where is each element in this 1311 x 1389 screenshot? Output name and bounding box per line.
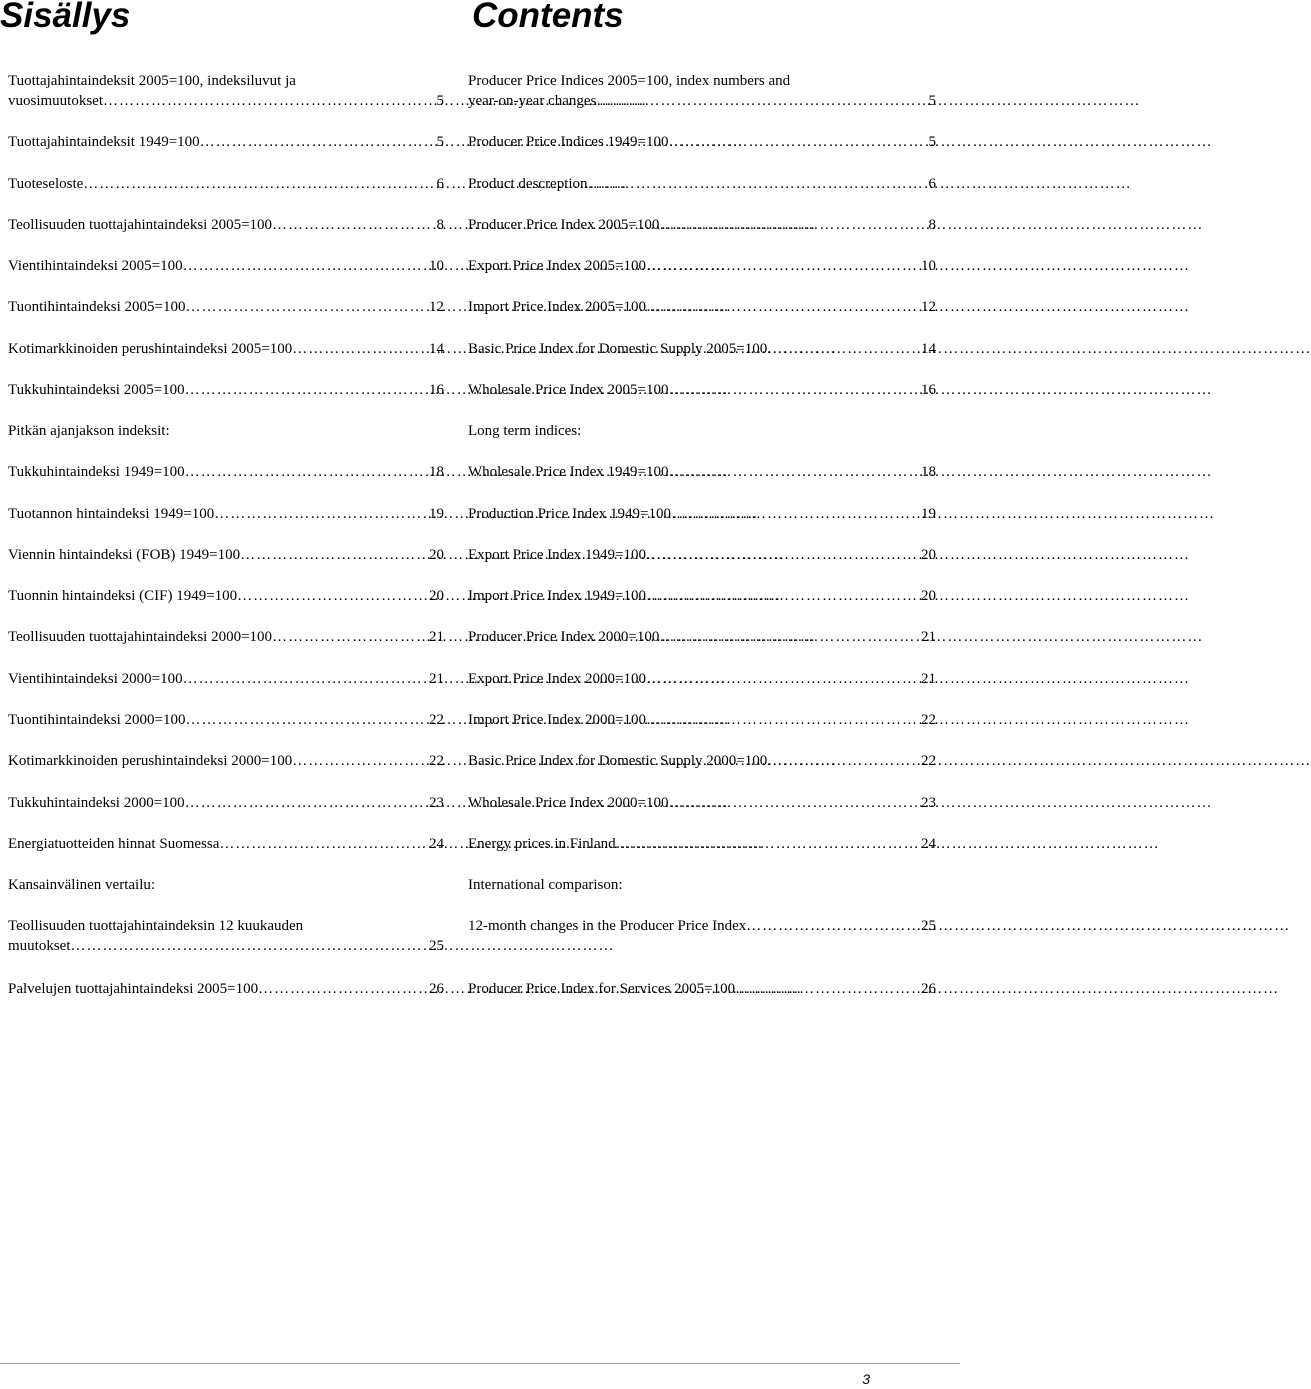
toc-entry[interactable] — [8, 256, 444, 276]
toc-page-number: 18 — [429, 464, 444, 480]
dot-leader — [669, 793, 907, 813]
toc-entry-title: Production Price Index 1949=100 — [468, 506, 672, 522]
toc-page-number: 8 — [928, 217, 936, 233]
toc-entry-title: Wholesale Price Index 1949=100 — [468, 464, 669, 480]
toc-entry-title: Tukkuhintaindeksi 2000=100 — [8, 795, 185, 811]
toc-entry-title: Kotimarkkinoiden perushintaindeksi 2000=100 — [8, 753, 293, 769]
toc-entry-title: Basic Price Index for Domestic Supply 2005=100 — [468, 341, 768, 357]
toc-section-label: Long term indices: — [468, 423, 582, 439]
toc-entry-title: Basic Price Index for Domestic Supply 2000=100 — [468, 753, 768, 769]
dot-leader — [71, 936, 415, 956]
toc-entry-title: vuosimuutokset — [8, 93, 104, 109]
toc-entry[interactable] — [468, 462, 936, 482]
toc-section-heading — [468, 421, 936, 441]
toc-entry[interactable] — [468, 174, 936, 194]
dot-leader — [272, 215, 414, 235]
dot-leader — [669, 462, 907, 482]
dot-leader — [659, 627, 906, 647]
dot-leader — [646, 710, 906, 730]
toc-entry-title: muutokset — [8, 938, 71, 954]
toc-page-number: 19 — [429, 506, 444, 522]
toc-entry-title: Kotimarkkinoiden perushintaindeksi 2005=100 — [8, 341, 293, 357]
toc-entry[interactable] — [8, 669, 444, 689]
toc-entry[interactable] — [468, 132, 936, 152]
toc-page-number: 8 — [436, 217, 444, 233]
dot-leader — [292, 751, 414, 771]
toc-page-number: 18 — [921, 464, 936, 480]
toc-entry[interactable] — [8, 710, 444, 730]
dot-leader — [746, 916, 906, 936]
heading-contents: Contents — [472, 0, 624, 35]
toc-page-number: 6 — [436, 176, 444, 192]
dot-leader — [183, 256, 414, 276]
page-number: 3 — [862, 1371, 870, 1387]
toc-page-number: 19 — [921, 506, 936, 522]
toc-entry[interactable] — [468, 979, 936, 999]
dot-leader — [185, 462, 414, 482]
toc-page-number: 24 — [921, 836, 936, 852]
toc-page-number: 20 — [921, 588, 936, 604]
toc-entry[interactable] — [468, 627, 936, 647]
toc-entry[interactable] — [8, 586, 444, 606]
dot-leader — [292, 339, 414, 359]
toc-entry[interactable] — [8, 545, 444, 565]
toc-page-number: 5 — [928, 134, 936, 150]
toc-page-number: 12 — [429, 299, 444, 315]
toc-page-number: 22 — [429, 712, 444, 728]
toc-entry-title: Producer Price Index 2005=100 — [468, 217, 660, 233]
toc-entry-title: Import Price Index 1949=100 — [468, 588, 647, 604]
toc-entry[interactable] — [468, 215, 936, 235]
dot-leader — [616, 834, 906, 854]
toc-page-number: 12 — [921, 299, 936, 315]
dot-leader — [272, 627, 414, 647]
toc-entry[interactable] — [468, 793, 936, 813]
toc-entry-title: Tuoteseloste — [8, 176, 84, 192]
toc-page-number: 20 — [921, 547, 936, 563]
toc-page-number: 22 — [429, 753, 444, 769]
dot-leader — [646, 586, 906, 606]
toc-entry[interactable] — [8, 380, 444, 400]
dot-leader — [588, 174, 906, 194]
toc-page-number: 21 — [429, 671, 444, 687]
dot-leader — [646, 545, 906, 565]
toc-page-number: 5 — [928, 93, 936, 109]
toc-entry-title-line1: Tuottajahintaindeksit 2005=100, indeksiluvut ja — [8, 73, 296, 89]
toc-entry[interactable] — [468, 586, 936, 606]
toc-section-heading — [8, 875, 444, 895]
toc-entry[interactable] — [468, 916, 936, 936]
toc-entry[interactable] — [8, 215, 444, 235]
toc-entry[interactable] — [8, 339, 444, 359]
toc-entry-title: Wholesale Price Index 2005=100 — [468, 382, 669, 398]
toc-entry[interactable] — [8, 71, 444, 111]
toc-page-number: 26 — [429, 981, 444, 997]
toc-entry-title: Palvelujen tuottajahintaindeksi 2005=100 — [8, 981, 259, 997]
toc-entry-title: year-on-year changes — [468, 93, 597, 109]
toc-page-number: 26 — [921, 981, 936, 997]
toc-entry-title: Tuottajahintaindeksit 1949=100 — [8, 134, 200, 150]
toc-entry-title: Tukkuhintaindeksi 1949=100 — [8, 464, 185, 480]
dot-leader — [671, 504, 906, 524]
dot-leader — [219, 834, 414, 854]
toc-entry-title: Tuotannon hintaindeksi 1949=100 — [8, 506, 215, 522]
heading-sisallys: Sisällys — [0, 0, 131, 35]
dot-leader — [669, 132, 907, 152]
toc-entry-title: Wholesale Price Index 2000=100 — [468, 795, 669, 811]
dot-leader — [185, 793, 414, 813]
toc-entry[interactable] — [468, 71, 936, 111]
toc-page-number: 10 — [429, 258, 444, 274]
toc-entry-title: Tuontihintaindeksi 2005=100 — [8, 299, 186, 315]
toc-entry-title: Teollisuuden tuottajahintaindeksi 2000=100 — [8, 629, 273, 645]
toc-page-number: 24 — [429, 836, 444, 852]
footer-divider — [0, 1363, 960, 1364]
toc-entry[interactable] — [468, 256, 936, 276]
toc-entry-title: Producer Price Indices 1949=100 — [468, 134, 669, 150]
toc-page-number: 21 — [429, 629, 444, 645]
toc-page-number: 5 — [436, 93, 444, 109]
toc-entry-title: Tukkuhintaindeksi 2005=100 — [8, 382, 185, 398]
toc-page-number: 5 — [436, 134, 444, 150]
toc-entry-title: Producer Price Index for Services 2005=100 — [468, 981, 736, 997]
toc-entry-title: Import Price Index 2000=100 — [468, 712, 647, 728]
dot-leader — [735, 979, 906, 999]
toc-page-number: 21 — [921, 671, 936, 687]
dot-leader — [186, 710, 414, 730]
toc-entry-title-line1: Teollisuuden tuottajahintaindeksin 12 kuukauden — [8, 918, 304, 934]
toc-section-heading — [8, 421, 444, 441]
toc-entry-title: Export Price Index 1949=100 — [468, 547, 647, 563]
toc-page-number: 25 — [921, 918, 936, 934]
toc-entry[interactable] — [8, 834, 444, 854]
dot-leader — [237, 586, 414, 606]
dot-leader — [200, 132, 414, 152]
toc-page-number: 22 — [921, 712, 936, 728]
toc-entry[interactable] — [8, 132, 444, 152]
toc-entry-title: Vientihintaindeksi 2005=100 — [8, 258, 183, 274]
toc-entry-title: Teollisuuden tuottajahintaindeksi 2005=100 — [8, 217, 273, 233]
toc-section-heading — [468, 875, 936, 895]
toc-entry-title-line1: Producer Price Indices 2005=100, index numbers and — [468, 73, 791, 89]
toc-entry-title: 12-month changes in the Producer Price Index — [468, 918, 747, 934]
toc-entry[interactable] — [468, 339, 936, 359]
toc-page-number: 16 — [429, 382, 444, 398]
toc-entry[interactable] — [8, 793, 444, 813]
toc-page-number: 20 — [429, 547, 444, 563]
dot-leader — [258, 979, 414, 999]
toc-page-number: 23 — [429, 795, 444, 811]
toc-entry[interactable] — [468, 751, 936, 771]
toc-entry-title: Import Price Index 2005=100 — [468, 299, 647, 315]
toc-entry-title: Vientihintaindeksi 2000=100 — [8, 671, 183, 687]
toc-page-number: 23 — [921, 795, 936, 811]
toc-page-number: 14 — [921, 341, 936, 357]
toc-page-number: 22 — [921, 753, 936, 769]
dot-leader — [240, 545, 414, 565]
dot-leader — [646, 297, 906, 317]
dot-leader — [646, 669, 906, 689]
toc-entry-title: Export Price Index 2000=100 — [468, 671, 647, 687]
toc-page-number: 10 — [921, 258, 936, 274]
dot-leader — [185, 380, 414, 400]
toc-entry-title: Product descreption — [468, 176, 588, 192]
toc-section-label: International comparison: — [468, 877, 623, 893]
toc-entry[interactable] — [468, 504, 936, 524]
toc-entry[interactable] — [8, 462, 444, 482]
toc-entry-title: Energiatuotteiden hinnat Suomessa — [8, 836, 220, 852]
dot-leader — [186, 297, 414, 317]
toc-entry[interactable] — [468, 669, 936, 689]
toc-entry[interactable] — [8, 916, 444, 956]
toc-entry[interactable] — [8, 627, 444, 647]
toc-entry[interactable] — [8, 174, 444, 194]
dot-leader — [214, 504, 414, 524]
toc-entry-title: Tuonnin hintaindeksi (CIF) 1949=100 — [8, 588, 238, 604]
dot-leader — [596, 91, 906, 111]
toc-page-number: 16 — [921, 382, 936, 398]
toc-entry[interactable] — [468, 380, 936, 400]
toc-entry-title: Producer Price Index 2000=100 — [468, 629, 660, 645]
toc-page-number: 25 — [429, 938, 444, 954]
toc-page-number: 21 — [921, 629, 936, 645]
toc-entry[interactable] — [8, 504, 444, 524]
toc-entry[interactable] — [8, 751, 444, 771]
toc-page-number: 20 — [429, 588, 444, 604]
toc-entry-title: Viennin hintaindeksi (FOB) 1949=100 — [8, 547, 241, 563]
toc-entry[interactable] — [8, 979, 444, 999]
dot-leader — [83, 174, 414, 194]
toc-section-label: Kansainvälinen vertailu: — [8, 877, 156, 893]
dot-leader — [103, 91, 414, 111]
toc-entry[interactable] — [468, 710, 936, 730]
toc-section-label: Pitkän ajanjakson indeksit: — [8, 423, 170, 439]
toc-entry[interactable] — [468, 545, 936, 565]
dot-leader — [767, 751, 906, 771]
toc-page-number: 14 — [429, 341, 444, 357]
toc-entry-title: Energy prices in Finland — [468, 836, 616, 852]
dot-leader — [669, 380, 907, 400]
toc-page-number: 6 — [928, 176, 936, 192]
toc-entry-title: Export Price Index 2005=100 — [468, 258, 647, 274]
toc-entry-title: Tuontihintaindeksi 2000=100 — [8, 712, 186, 728]
toc-entry[interactable] — [8, 297, 444, 317]
dot-leader — [183, 669, 414, 689]
dot-leader — [646, 256, 906, 276]
toc-entry[interactable] — [468, 297, 936, 317]
dot-leader — [659, 215, 906, 235]
toc-entry[interactable] — [468, 834, 936, 854]
dot-leader — [767, 339, 906, 359]
